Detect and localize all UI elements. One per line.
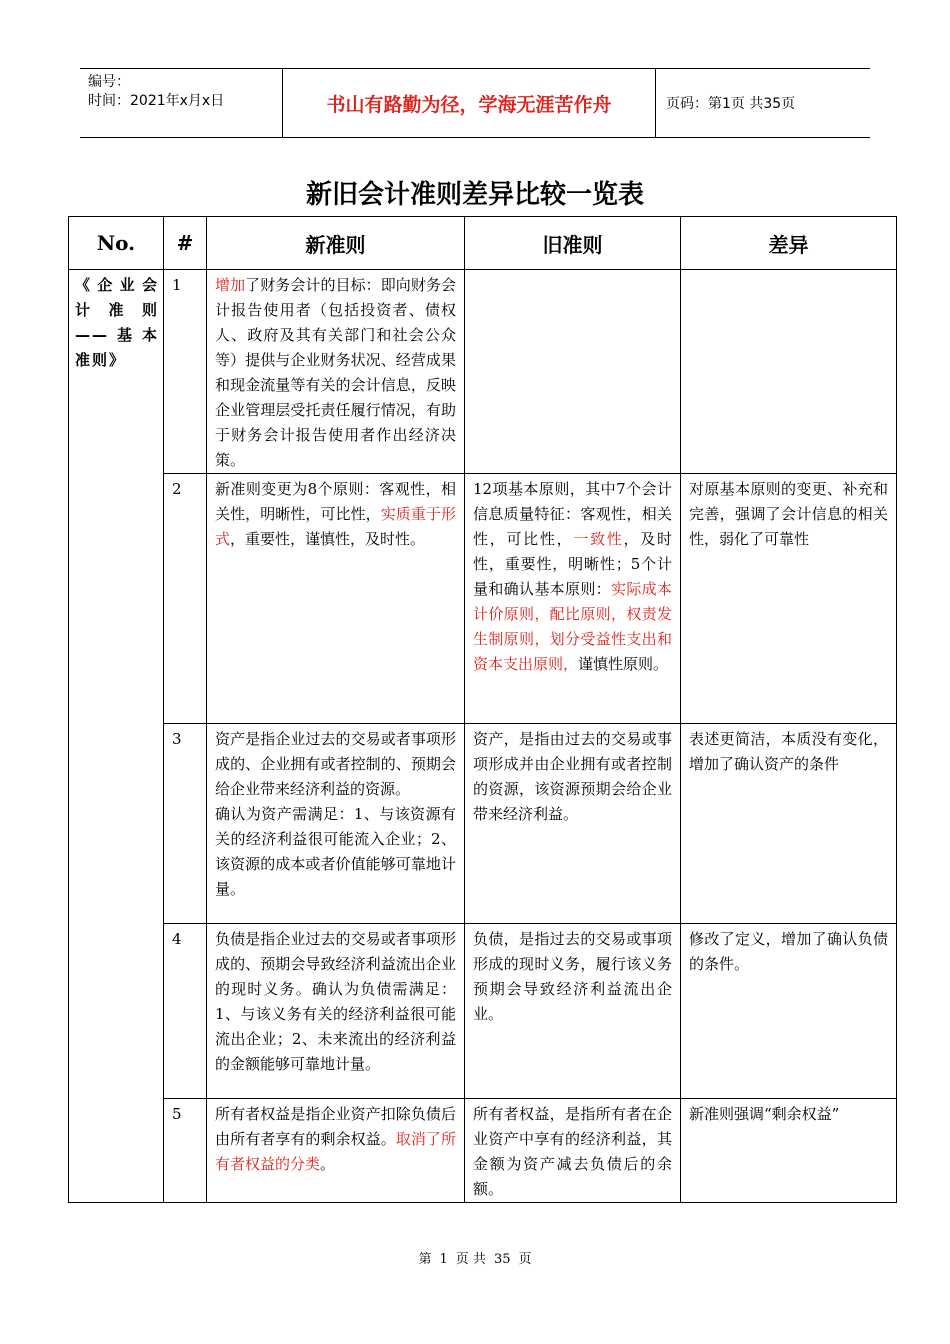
comparison-table	[68, 216, 897, 1203]
header-new-standard: 新准则	[207, 217, 465, 270]
difference-cell: 新准则强调“剩余权益”	[681, 1099, 897, 1203]
category-cell: 《企业会计准则——基本准则》	[69, 270, 164, 1203]
page-header	[80, 68, 870, 138]
row-number: 3	[164, 724, 207, 924]
cell-text: ，及时性，重要性，明晰性；5个计量和确认基本原则：	[473, 530, 672, 598]
old-standard-cell	[465, 474, 681, 724]
table-row	[69, 724, 897, 924]
table-header-row	[69, 217, 897, 270]
difference-cell: 对原基本原则的变更、补充和完善，强调了会计信息的相关性，弱化了可靠性	[681, 474, 897, 724]
difference-cell	[681, 270, 897, 474]
cell-text: 资产是指企业过去的交易或者事项形成的、企业拥有或者控制的、预期会给企业带来经济利益的资源。	[215, 730, 456, 798]
difference-cell: 表述更简洁，本质没有变化，增加了确认资产的条件	[681, 724, 897, 924]
old-standard-cell: 负债，是指过去的交易或事项形成的现时义务，履行该义务预期会导致经济利益流出企业。	[465, 924, 681, 1099]
document-title: 新旧会计准则差异比较一览表	[305, 180, 644, 210]
new-standard-cell: 负债是指企业过去的交易或者事项形成的、预期会导致经济利益流出企业的现时义务。确认为负债需满足：1、与该义务有关的经济利益很可能流出企业；2、未来流出的经济利益的金额能够可靠地计量。	[207, 924, 465, 1099]
highlight-text: 一致性	[573, 530, 624, 548]
header-difference: 差异	[681, 217, 897, 270]
code-label: 编号：	[88, 74, 130, 90]
new-standard-cell	[207, 474, 465, 724]
highlight-text: 增加	[215, 276, 246, 294]
new-standard-cell	[207, 1099, 465, 1203]
cell-text: 谨慎性原则。	[578, 655, 669, 673]
row-number: 5	[164, 1099, 207, 1203]
table-row	[69, 1099, 897, 1203]
header-meta	[80, 69, 282, 137]
cell-text: 。	[320, 1155, 336, 1173]
difference-cell: 修改了定义，增加了确认负债的条件。	[681, 924, 897, 1099]
header-motto: 书山有路勤为径，学海无涯苦作舟	[282, 69, 656, 137]
footer-total-pages: 35	[493, 1252, 511, 1267]
footer-mid: 页 共	[455, 1252, 486, 1267]
old-standard-cell: 所有者权益，是指所有者在企业资产中享有的经济利益，其金额为资产减去负债后的余额。	[465, 1099, 681, 1203]
row-number: 1	[164, 270, 207, 474]
highlight-text: 实际成本计价原则，配比原则，权责发生制原则，划分受益性支出和资本支出原则，	[473, 580, 672, 673]
table-row	[69, 270, 897, 474]
footer-suffix: 页	[518, 1252, 532, 1267]
cell-text: 所有者权益是指企业资产扣除负债后由所有者享有的剩余权益。	[215, 1105, 456, 1148]
highlight-text: 取消了所有者权益的分类	[215, 1130, 456, 1173]
header-index: #	[164, 217, 207, 270]
cell-text: ，重要性，谨慎性，及时性。	[230, 530, 426, 548]
row-number: 2	[164, 474, 207, 724]
cell-text: 12项基本原则，其中7个会计信息质量特征：客观性，相关性，可比性，	[473, 480, 672, 548]
header-no: No.	[69, 217, 164, 270]
row-number: 4	[164, 924, 207, 1099]
table-row	[69, 474, 897, 724]
table-row	[69, 924, 897, 1099]
header-old-standard: 旧准则	[465, 217, 681, 270]
date-label: 时间：2021年x月x日	[88, 93, 225, 109]
new-standard-cell	[207, 270, 465, 474]
footer-prefix: 第	[418, 1252, 432, 1267]
old-standard-cell	[465, 270, 681, 474]
header-page-info: 页码：第1页 共35页	[666, 96, 796, 112]
cell-text: 新准则变更为8个原则：客观性，相关性，明晰性，可比性，	[215, 480, 456, 523]
cell-text: 确认为资产需满足：1、与该资源有关的经济利益很可能流入企业；2、该资源的成本或者价值能够可靠地计量。	[215, 805, 456, 898]
footer-page-number: 1	[439, 1252, 448, 1267]
old-standard-cell: 资产，是指由过去的交易或事项形成并由企业拥有或者控制的资源，该资源预期会给企业带来经济利益。	[465, 724, 681, 924]
new-standard-cell	[207, 724, 465, 924]
page-footer	[0, 1248, 950, 1267]
highlight-text: 实质重于形式	[215, 505, 456, 548]
cell-text: 了财务会计的目标：即向财务会计报告使用者（包括投资者、债权人、政府及其有关部门和社会公众等）提供与企业财务状况、经营成果和现金流量等有关的会计信息，反映企业管理层受托责任履行情况，有助于财务会计报告使用者作出经济决策。	[215, 276, 456, 469]
